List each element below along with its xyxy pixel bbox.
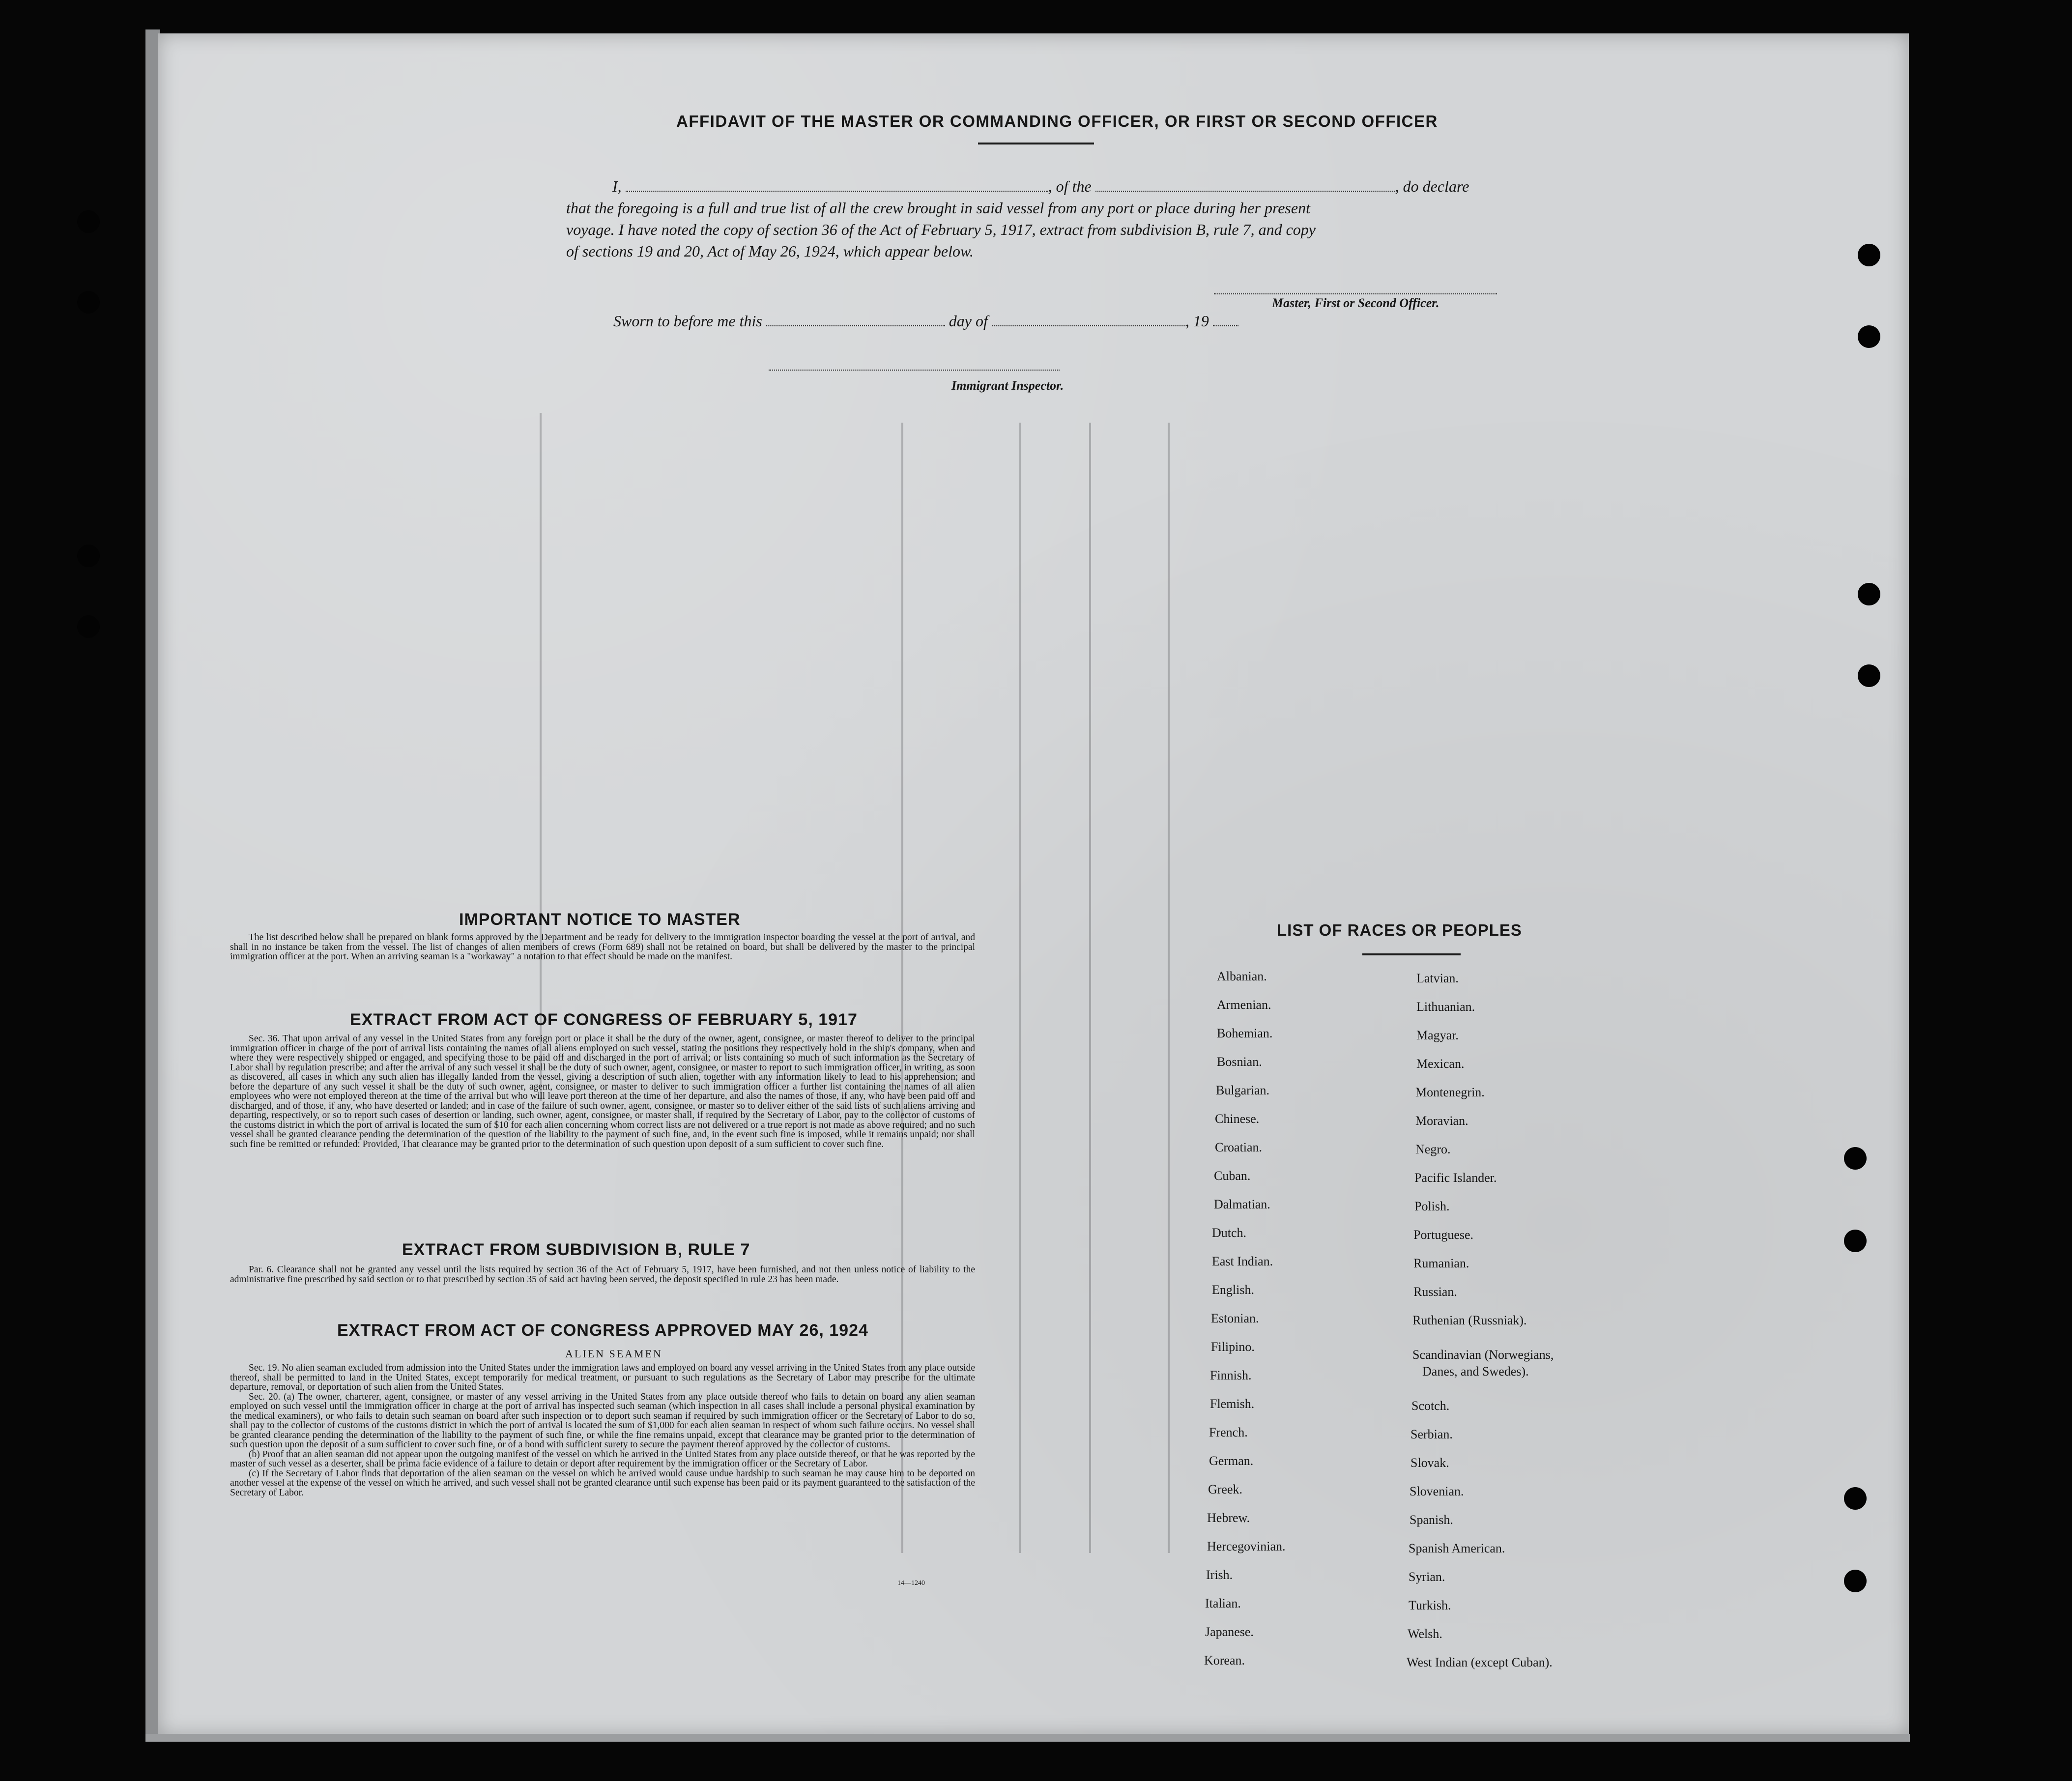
race-item: Irish. (1206, 1568, 1233, 1582)
notice-title: IMPORTANT NOTICE TO MASTER (459, 910, 741, 929)
race-item: Croatian. (1215, 1140, 1263, 1154)
affidavit-line-2: that the foregoing is a full and true list of all the crew brought in said vessel from any port or place during her present (566, 199, 1310, 217)
race-item: Filipino. (1211, 1340, 1255, 1354)
race-item: Magyar. (1416, 1028, 1459, 1042)
race-item: Cuban. (1214, 1169, 1251, 1183)
alien-seamen-subtitle: ALIEN SEAMEN (565, 1348, 662, 1360)
master-signature-field[interactable] (1214, 293, 1497, 294)
race-item: Rumanian. (1413, 1256, 1469, 1270)
race-item: Albanian. (1217, 969, 1267, 983)
race-item: Portuguese. (1413, 1228, 1474, 1242)
punch-hole (1858, 583, 1880, 605)
race-item: Italian. (1205, 1596, 1241, 1610)
race-item: Dalmatian. (1214, 1197, 1270, 1211)
race-item: West Indian (except Cuban). (1407, 1655, 1553, 1669)
sworn-month-field[interactable] (992, 314, 1185, 326)
race-item: Armenian. (1217, 998, 1271, 1012)
extract-1917-body: Sec. 36. That upon arrival of any vessel in the United States from any foreign port or place it shall be the duty of the owner, agent, consignee, or master thereof to deliver to the principal immigration officer in charge of the port of arrival lists containing the names of all aliens employed on such vessel, stating the positions they respectively hold in the ship's company, when and where they were respectively shipped or engaged, and specifying those to be paid off and discharged in the port of arrival; or lists containing so much of such information as the Secretary of Labor shall by regulation prescribe; and after the arrival of any such vessel it shall be the duty of such owner, agent, consignee, or master to report to such immigration officer, in writing, as soon as discovered, all cases in which any such alien has illegally landed from the vessel, giving a description of such alien, together with any information likely to lead to his apprehension; and before the departure of any such vessel it shall be the duty of such owner, agent, consignee, or master to deliver to such immigration officer a further list containing the names of all alien employees who were not employed thereon at the time of the arrival but who will leave port thereon at the time of her departure, and also the names of those, if any, who have been paid off and discharged, and of those, if any, who have deserted or landed; and in case of the failure of such owner, agent, consignee, or master so to deliver either of the said lists of such aliens arriving and departing, respectively, or so to report such cases of desertion or landing, such owner, agent, consignee, or master shall, if required by the Secretary of Labor, pay to the collector of customs of the customs district in which the port of arrival is located the sum of $10 for each alien concerning whom correct lists are not delivered or a true report is not made as above required; and no such vessel shall be granted clearance pending the determination of the question of the liability to the payment of such fine, and, in the event such fine is imposed, while it remains unpaid; nor shall such fine be remitted or refunded: Provided, That clearance may be granted prior to the determination of such question upon deposit of a sum sufficient to cover such fine. (230, 1034, 975, 1149)
race-item: German. (1209, 1454, 1254, 1468)
race-item: Russian. (1413, 1285, 1457, 1299)
extract-1924-title: EXTRACT FROM ACT OF CONGRESS APPROVED MAY 26, 1924 (337, 1321, 868, 1340)
race-item: Slovak. (1410, 1456, 1449, 1470)
race-item: Mexican. (1416, 1057, 1465, 1071)
race-item: Chinese. (1215, 1112, 1260, 1126)
rule7-body: Par. 6. Clearance shall not be granted any vessel until the lists required by section 36 of the Act of February 5, 1917, have been furnished, and not then unless notice of liability to the administrative fine prescribed by said section or to that prescribed by section 35 of said act having been served, the deposit specified in rule 23 has been made. (230, 1264, 975, 1285)
race-item: Hebrew. (1207, 1511, 1250, 1525)
race-item: Polish. (1414, 1199, 1450, 1213)
race-item: Danes, and Swedes). (1422, 1364, 1529, 1379)
race-item: Montenegrin. (1415, 1085, 1485, 1099)
race-item: Bohemian. (1217, 1026, 1273, 1040)
sworn-label: Sworn to before me this (613, 312, 762, 330)
race-item: Hercegovinian. (1207, 1539, 1286, 1553)
race-item: Flemish. (1210, 1397, 1255, 1411)
punch-hole (1844, 1147, 1867, 1170)
sworn-line (613, 310, 1311, 333)
race-item: Bulgarian. (1216, 1083, 1270, 1097)
race-item: Estonian. (1211, 1311, 1259, 1325)
race-item: Welsh. (1408, 1627, 1442, 1641)
inspector-signature-field[interactable] (769, 370, 1060, 371)
race-item: Negro. (1415, 1142, 1451, 1156)
sworn-day-field[interactable] (766, 314, 945, 326)
sec-19-text: Sec. 19. No alien seaman excluded from admission into the United States under the immigration laws and employed on board any vessel arriving in the United States from any place outside thereof, shall be permitted to land in the United States, except temporarily for medical treatment, or pursuant to such regulations as the Secretary of Labor may prescribe for the ultimate departure, removal, or deportation of such alien from the United States. (230, 1363, 975, 1392)
punch-hole (1844, 1487, 1867, 1510)
punch-hole (1858, 244, 1880, 266)
sec-20a-text: Sec. 20. (a) The owner, charterer, agent, consignee, or master of any vessel arriving in the United States from any place outside thereof who fails to detain on board any alien seaman employed on such vessel until the immigration officer in charge at the port of arrival has inspected such seaman (which inspection in all cases shall include a personal physical examination by the medical examiners), or who fails to detain such seaman on board after such inspection or to deport such seaman if required by such immigration officer or the Secretary of Labor to do so, shall pay to the collector of customs of the customs district in which the port of arrival is located the sum of $1,000 for each alien seaman in respect of whom such failure occurs. No vessel shall be granted clearance pending the determination of the liability to the payment of such fine, or while the fine remains unpaid, except that clearance may be granted prior to the determination of such question upon the deposit of a sum sufficient to cover such fine, or of a bond with sufficient surety to secure the payment thereof approved by the collector of customs. (230, 1391, 975, 1450)
punch-hole (77, 545, 100, 567)
race-item: Bosnian. (1217, 1055, 1262, 1069)
day-of-label: day of (949, 312, 988, 330)
bleed-through-rule (1089, 423, 1091, 1553)
race-item: Moravian. (1415, 1114, 1468, 1128)
races-title-underline (1362, 953, 1461, 955)
affidavit-i-label: I, (612, 177, 622, 195)
affidavit-of-the-label: , of the (1048, 177, 1092, 195)
rule7-title: EXTRACT FROM SUBDIVISION B, RULE 7 (402, 1240, 750, 1259)
race-item: East Indian. (1212, 1254, 1273, 1268)
race-item: Spanish. (1410, 1513, 1453, 1527)
race-item: Scandinavian (Norwegians, (1412, 1348, 1554, 1362)
punch-hole (1858, 325, 1880, 348)
race-item: Korean. (1204, 1653, 1245, 1667)
race-item: Ruthenian (Russniak). (1412, 1313, 1527, 1327)
paper-bottom-edge (145, 1734, 1910, 1742)
year-prefix-label: , 19 (1185, 312, 1209, 330)
punch-hole (77, 291, 100, 314)
bleed-through-rule (1019, 423, 1021, 1553)
punch-hole (77, 615, 100, 638)
races-title: LIST OF RACES OR PEOPLES (1277, 921, 1522, 939)
sworn-year-field[interactable] (1213, 314, 1238, 326)
race-item: Lithuanian. (1416, 1000, 1475, 1014)
master-signature-label: Master, First or Second Officer. (1272, 296, 1439, 310)
affidavit-title: AFFIDAVIT OF THE MASTER OR COMMANDING OFFICER, OR FIRST OR SECOND OFFICER (676, 112, 1438, 130)
race-item: Japanese. (1205, 1625, 1254, 1639)
sec-20b-text: (b) Proof that an alien seaman did not appear upon the outgoing manifest of the vessel on which he arrived in the United States from any place outside thereof, or that he was reported by the master of such vessel as a deserter, shall be prima facie evidence of a failure to detain or deport after requirement by the immigration officer or the Secretary of Labor. (230, 1449, 975, 1469)
race-item: Greek. (1208, 1482, 1243, 1496)
punch-hole (77, 210, 100, 233)
inspector-signature-label: Immigrant Inspector. (951, 378, 1064, 393)
race-item: Pacific Islander. (1414, 1171, 1497, 1185)
race-item: Turkish. (1409, 1598, 1451, 1612)
race-item: Dutch. (1212, 1226, 1247, 1240)
race-item: French. (1209, 1425, 1248, 1439)
race-item: Slovenian. (1410, 1484, 1464, 1498)
punch-hole (1858, 664, 1880, 687)
race-item: Syrian. (1409, 1570, 1445, 1584)
form-number: 14—1240 (897, 1580, 925, 1587)
notice-body: The list described below shall be prepared on blank forms approved by the Department and be ready for delivery to the immigration inspector boarding the vessel at the port of arrival, and shall in no instance be taken from the vessel. The list of changes of alien members of crews (Form 689) shall not be retained on board, but shall be delivered by the master to the principal immigration officer at the port. When an arriving seaman is a "workaway" a notation to that effect should be made on the manifest. (230, 932, 975, 962)
punch-hole (1844, 1230, 1867, 1252)
bleed-through-rule (1168, 423, 1170, 1553)
race-item: Latvian. (1416, 971, 1459, 985)
declarant-name-field[interactable] (626, 179, 1048, 192)
vessel-name-field[interactable] (1095, 179, 1395, 192)
affidavit-declare-label: , do declare (1395, 177, 1469, 195)
affidavit-line-1 (612, 175, 1536, 198)
affidavit-line-4: of sections 19 and 20, Act of May 26, 1924, which appear below. (566, 242, 974, 260)
race-item: English. (1212, 1283, 1254, 1297)
punch-hole (1844, 1570, 1867, 1592)
title-underline (978, 143, 1094, 144)
extract-1917-title: EXTRACT FROM ACT OF CONGRESS OF FEBRUARY 5, 1917 (350, 1010, 858, 1029)
race-item: Finnish. (1210, 1368, 1252, 1382)
sec-36-label: Sec. 36. (249, 1034, 280, 1044)
race-item: Serbian. (1410, 1427, 1453, 1441)
race-item: Spanish American. (1409, 1541, 1505, 1555)
affidavit-line-3: voyage. I have noted the copy of section 36 of the Act of February 5, 1917, extract from subdivision B, rule 7, and copy (566, 221, 1316, 238)
bleed-through-rule (540, 413, 542, 1101)
extract-1924-body (230, 1363, 975, 1497)
sec-20c-text: (c) If the Secretary of Labor finds that deportation of the alien seaman on the vessel on which he arrived would cause undue hardship to such seaman he may cause him to be deported on another vessel at the expense of the vessel on which he arrived, and such vessel shall not be granted clearance until such expense has been paid or its payment guaranteed to the satisfaction of the Secretary of Labor. (230, 1468, 975, 1498)
race-item: Scotch. (1411, 1399, 1450, 1413)
